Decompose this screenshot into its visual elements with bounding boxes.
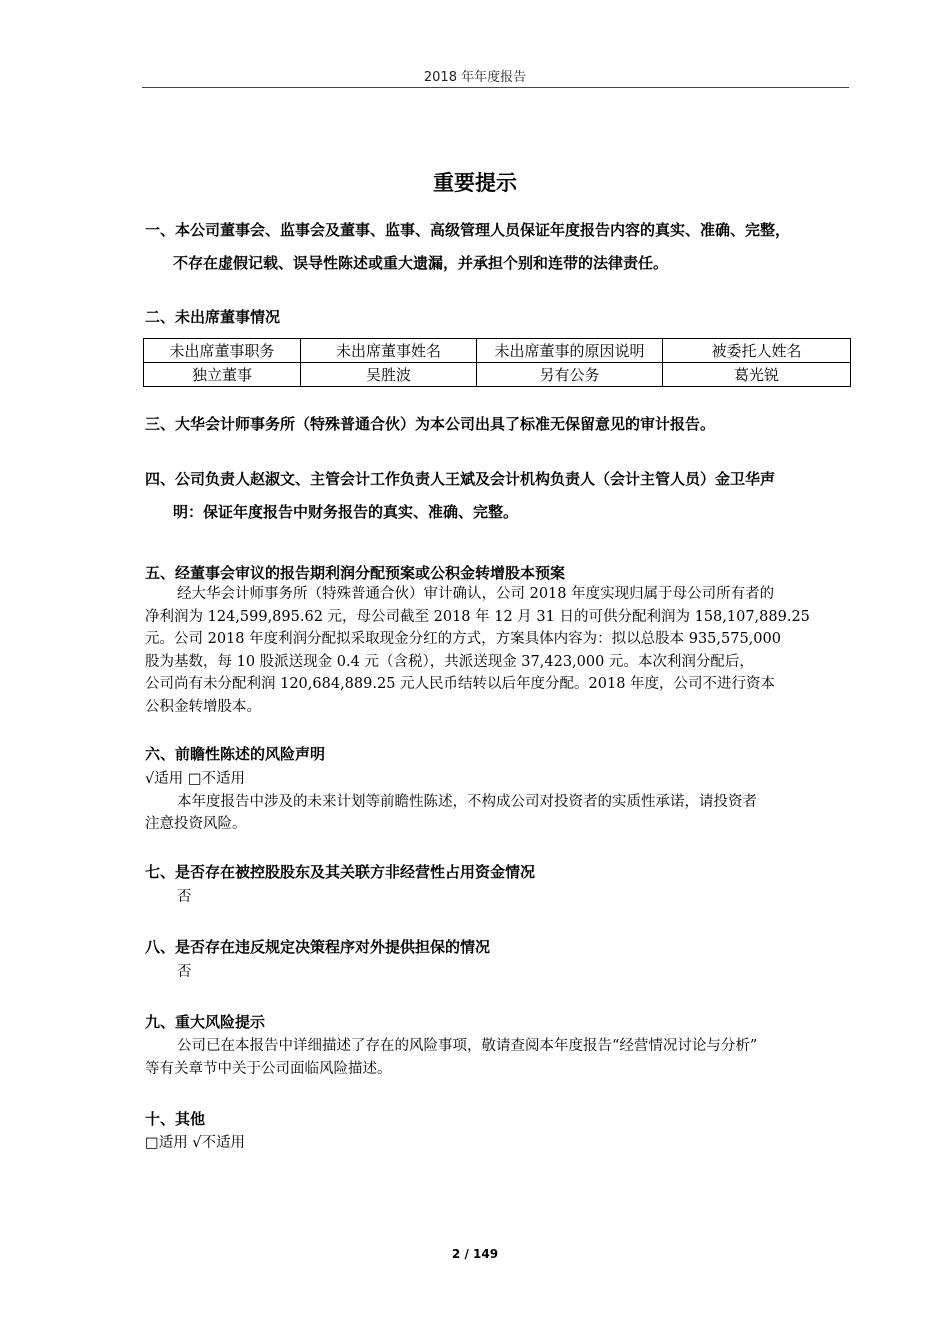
section-5-line-2: 净利润为 124,599,895.62 元，母公司截至 2018 年 12 月 31 日的可供分配利润为 158,107,889.25 [145, 609, 810, 625]
table-header-cell: 未出席董事姓名 [301, 339, 477, 363]
section-5-heading: 五、经董事会审议的报告期利润分配预案或公积金转增股本预案 [145, 564, 566, 582]
section-9-line-1: 公司已在本报告中详细描述了存在的风险事项，敬请查阅本年度报告“经营情况讨论与分析” [177, 1038, 758, 1054]
section-9-line-2: 等有关章节中关于公司面临风险描述。 [145, 1061, 392, 1077]
table-cell: 独立董事 [144, 363, 301, 387]
page-title: 重要提示 [433, 171, 517, 195]
section-6-heading: 六、前瞻性陈述的风险声明 [145, 745, 326, 763]
table-cell: 葛光锐 [663, 363, 851, 387]
table-header-row [144, 339, 851, 363]
table-header-cell: 未出席董事职务 [144, 339, 301, 363]
table-cell: 吴胜波 [301, 363, 477, 387]
section-5-line-1: 经大华会计师事务所（特殊普通合伙）审计确认，公司 2018 年度实现归属于母公司所有者的 [177, 586, 775, 602]
page-number: 2 / 149 [451, 1247, 499, 1261]
section-6-line-2: 注意投资风险。 [145, 816, 247, 832]
section-3-heading: 三、大华会计师事务所（特殊普通合伙）为本公司出具了标准无保留意见的审计报告。 [145, 415, 716, 433]
section-7-heading: 七、是否存在被控股股东及其关联方非经营性占用资金情况 [145, 863, 536, 881]
header-rule [142, 87, 849, 88]
section-8-heading: 八、是否存在违反规定决策程序对外提供担保的情况 [145, 938, 491, 956]
section-5-line-5: 公司尚有未分配利润 120,684,889.25 元人民币结转以后年度分配。2018 年度，公司不进行资本 [145, 676, 776, 692]
absent-directors-table [143, 338, 851, 387]
section-10-heading: 十、其他 [145, 1110, 206, 1128]
section-8-answer: 否 [177, 964, 192, 980]
section-2-heading: 二、未出席董事情况 [145, 308, 281, 326]
section-5-line-4: 股为基数，每 10 股派送现金 0.4 元（含税），共派送现金 37,423,000 元。本次利润分配后， [145, 654, 754, 670]
section-1-line-1: 一、本公司董事会、监事会及董事、监事、高级管理人员保证年度报告内容的真实、准确、完整， [145, 221, 791, 239]
table-header-cell: 被委托人姓名 [663, 339, 851, 363]
running-header: 2018 年年度报告 [423, 70, 527, 85]
section-9-heading: 九、重大风险提示 [145, 1013, 266, 1031]
section-5-line-6: 公积金转增股本。 [145, 699, 261, 715]
section-6-line-1: 本年度报告中涉及的未来计划等前瞻性陈述，不构成公司对投资者的实质性承诺，请投资者 [177, 794, 757, 810]
section-5-line-3: 元。公司 2018 年度利润分配拟采取现金分红的方式，方案具体内容为：拟以总股本 935,575,000 [145, 631, 781, 647]
table-cell: 另有公务 [477, 363, 663, 387]
section-7-answer: 否 [177, 889, 192, 905]
section-10-applicability: □适用 √不适用 [145, 1135, 246, 1151]
section-4-line-1: 四、公司负责人赵淑文、主管会计工作负责人王斌及会计机构负责人（会计主管人员）金卫华声 [145, 470, 776, 488]
section-6-applicability: √适用 □不适用 [145, 771, 246, 787]
table-header-cell: 未出席董事的原因说明 [477, 339, 663, 363]
section-4-line-2: 明：保证年度报告中财务报告的真实、准确、完整。 [173, 503, 519, 521]
section-1-line-2: 不存在虚假记载、误导性陈述或重大遗漏，并承担个别和连带的法律责任。 [173, 254, 669, 272]
table-row [144, 363, 851, 387]
